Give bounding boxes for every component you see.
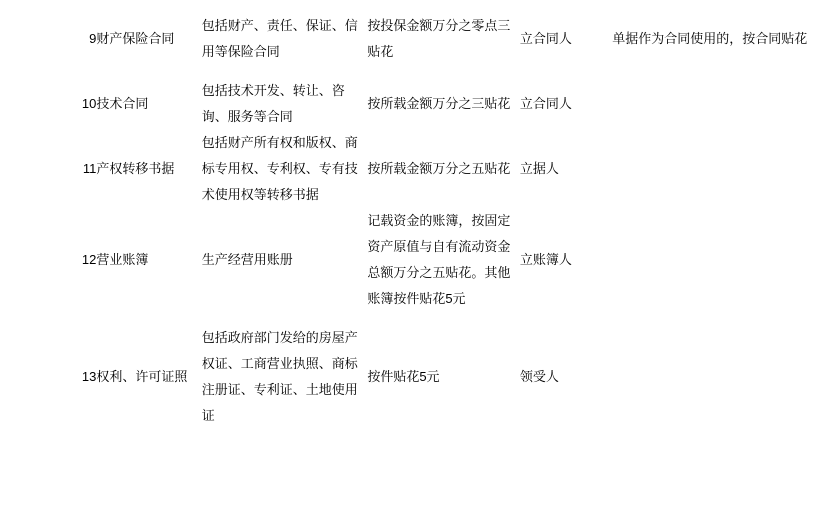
remark <box>612 130 813 208</box>
tax-scope: 包括财产所有权和版权、商标专用权、专利权、专有技术使用权等转移书据 <box>201 135 358 202</box>
tax-rate: 按投保金额万分之零点三贴花 <box>367 18 511 59</box>
table-row <box>0 208 813 312</box>
tax-scope: 包括技术开发、转让、咨询、服务等合同 <box>201 83 345 124</box>
tax-item-name: 技术合同 <box>96 96 149 111</box>
remark <box>612 208 813 312</box>
tax-item-name: 权利、许可证照 <box>96 369 188 384</box>
tax-item-name: 产权转移书据 <box>96 161 175 176</box>
tax-rate: 按所载金额万分之五贴花 <box>367 161 511 176</box>
row-number: 9 <box>89 31 97 46</box>
taxpayer: 立据人 <box>519 161 559 176</box>
row-number: 13 <box>81 369 97 384</box>
table-row <box>0 312 813 442</box>
tax-rate: 按所载金额万分之三贴花 <box>367 96 511 111</box>
taxpayer: 领受人 <box>519 369 559 384</box>
tax-rate: 记载资金的账簿，按固定资产原值与自有流动资金总额万分之五贴花。其他账簿按件贴花5元 <box>367 213 511 306</box>
table-row <box>0 0 813 78</box>
taxpayer: 立合同人 <box>519 96 572 111</box>
taxpayer: 立账簿人 <box>519 252 572 267</box>
tax-item-name: 财产保险合同 <box>96 31 175 46</box>
tax-rate: 按件贴花5元 <box>367 369 440 384</box>
table-row <box>0 130 813 208</box>
taxpayer: 立合同人 <box>519 31 572 46</box>
remark: 单据作为合同使用的，按合同贴花 <box>612 31 808 46</box>
remark <box>612 312 813 442</box>
tax-scope: 包括政府部门发给的房屋产权证、工商营业执照、商标注册证、专利证、土地使用证 <box>201 330 358 423</box>
table-row <box>0 78 813 130</box>
tax-item-name: 营业账簿 <box>96 252 149 267</box>
row-number: 10 <box>81 96 97 111</box>
row-number: 11 <box>82 161 97 176</box>
row-number: 12 <box>81 252 97 267</box>
tax-scope: 生产经营用账册 <box>201 252 293 267</box>
remark <box>612 78 813 130</box>
tax-scope: 包括财产、责任、保证、信用等保险合同 <box>201 18 358 59</box>
